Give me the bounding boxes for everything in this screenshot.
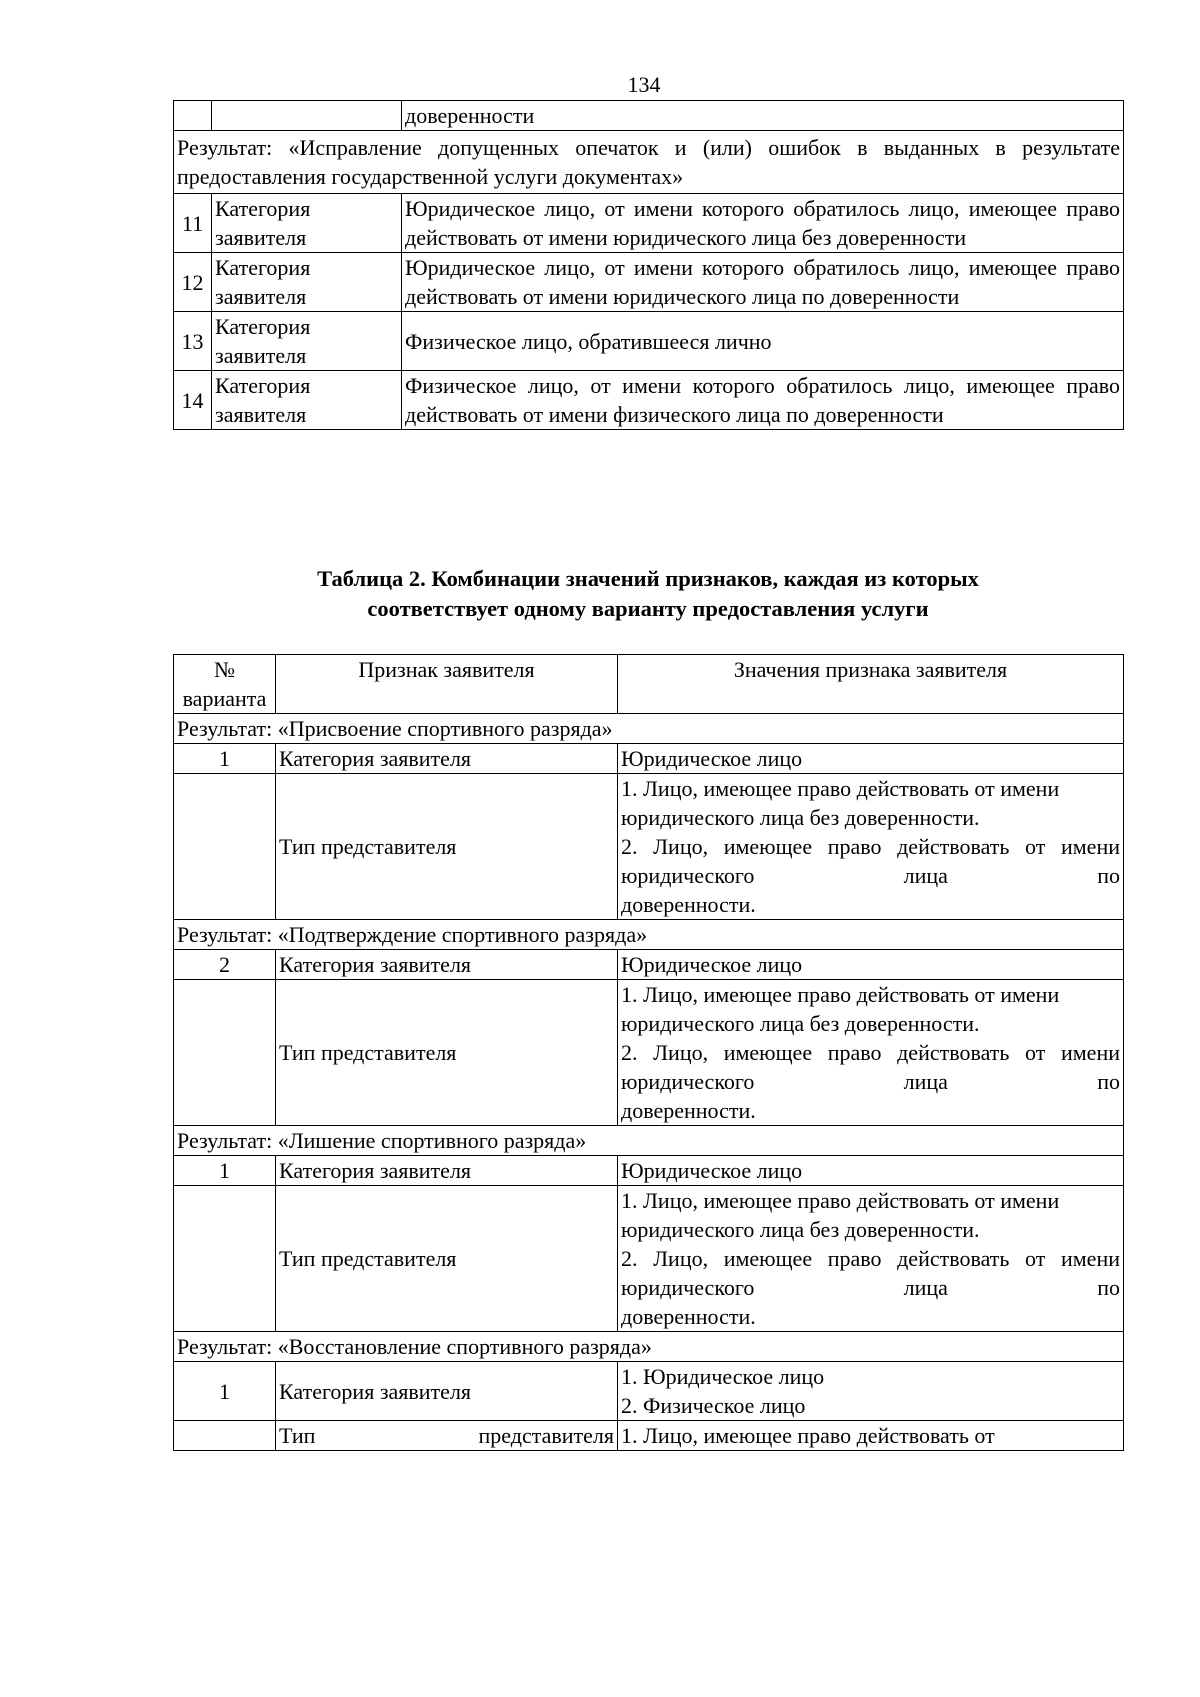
- empty-cell: [174, 1186, 276, 1332]
- variant-number: 1: [174, 1156, 276, 1186]
- category-label: Категория заявителя: [276, 950, 618, 980]
- result-header-row: [174, 1332, 1124, 1362]
- result-header-row: [174, 1126, 1124, 1156]
- representative-option-1: 1. Лицо, имеющее право действовать от имени юридического лица без доверенности.: [621, 776, 1060, 830]
- table-row: [174, 101, 1124, 131]
- header-row: [174, 655, 1124, 714]
- row-feature: Категория заявителя: [212, 371, 402, 430]
- category-value: [618, 1362, 1124, 1421]
- table-row: [174, 950, 1124, 980]
- representative-option-2: 2. Лицо, имеющее право действовать от имени юридического лица по: [621, 1040, 1120, 1094]
- representative-option-1: 1. Лицо, имеющее право действовать от имени юридического лица без доверенности.: [621, 1188, 1060, 1242]
- representative-option-2-end: доверенности.: [621, 1098, 756, 1123]
- representative-value: [618, 1186, 1124, 1332]
- variant-number: 1: [174, 744, 276, 774]
- variant-number: 2: [174, 950, 276, 980]
- representative-option-2: 2. Лицо, имеющее право действовать от имени юридического лица по: [621, 1246, 1120, 1300]
- table-cell-value: доверенности: [402, 101, 1124, 131]
- table-row: [174, 1186, 1124, 1332]
- row-value: Физическое лицо, от имени которого обратилось лицо, имеющее право действовать от имени физического лица по доверенности: [402, 371, 1124, 430]
- table-row: [174, 980, 1124, 1126]
- empty-cell: [174, 1421, 276, 1451]
- result-header-row: [174, 714, 1124, 744]
- page-number: 134: [627, 72, 661, 97]
- table-row: [174, 312, 1124, 371]
- result-header: Результат: «Восстановление спортивного разряда»: [174, 1332, 1124, 1362]
- variant-number: 1: [174, 1362, 276, 1421]
- row-value: Юридическое лицо, от имени которого обратилось лицо, имеющее право действовать от имени юридического лица без доверенности: [402, 194, 1124, 253]
- table-1-continuation: [173, 100, 1124, 430]
- representative-label: Тип представителя: [276, 1186, 618, 1332]
- category-label: Категория заявителя: [276, 1156, 618, 1186]
- row-number: 14: [174, 371, 212, 430]
- empty-cell: [174, 980, 276, 1126]
- category-label: Категория заявителя: [276, 744, 618, 774]
- table-cell-feature: [212, 101, 402, 131]
- category-option-1: 1. Юридическое лицо: [621, 1364, 825, 1389]
- result-header: Результат: «Исправление допущенных опечаток и (или) ошибок в выданных в результате предоставления государственной услуги документах»: [174, 131, 1124, 194]
- row-feature: Категория заявителя: [212, 312, 402, 371]
- table-row: [174, 194, 1124, 253]
- caption-line-2: соответствует одному варианту предоставления услуги: [367, 596, 929, 621]
- empty-cell: [174, 774, 276, 920]
- result-header: Результат: «Подтверждение спортивного разряда»: [174, 920, 1124, 950]
- representative-label: Тип представителя: [276, 980, 618, 1126]
- result-header: Результат: «Присвоение спортивного разряда»: [174, 714, 1124, 744]
- representative-label: Тип представителя: [276, 774, 618, 920]
- representative-option-1: 1. Лицо, имеющее право действовать от имени юридического лица без доверенности.: [621, 982, 1060, 1036]
- table-row: [174, 253, 1124, 312]
- representative-label-word-1: Тип: [279, 1423, 316, 1448]
- representative-option-2-end: доверенности.: [621, 1304, 756, 1329]
- table-row: [174, 371, 1124, 430]
- result-header-row: [174, 920, 1124, 950]
- table-row: [174, 1421, 1124, 1451]
- row-value: Физическое лицо, обратившееся лично: [402, 312, 1124, 371]
- table-row: [174, 1362, 1124, 1421]
- category-value: Юридическое лицо: [618, 950, 1124, 980]
- row-feature: Категория заявителя: [212, 194, 402, 253]
- row-number: 13: [174, 312, 212, 371]
- representative-option-2: 2. Лицо, имеющее право действовать от имени юридического лица по: [621, 834, 1120, 888]
- table-row: [174, 774, 1124, 920]
- representative-value: [618, 980, 1124, 1126]
- category-option-2: 2. Физическое лицо: [621, 1393, 806, 1418]
- category-label: Категория заявителя: [276, 1362, 618, 1421]
- row-number: 11: [174, 194, 212, 253]
- caption-line-1: Таблица 2. Комбинации значений признаков, каждая из которых: [317, 566, 979, 591]
- header-variant-number: № варианта: [174, 655, 276, 714]
- result-header-row: [174, 131, 1124, 194]
- table-2-caption: [173, 564, 1123, 624]
- representative-label-word-2: представителя: [478, 1423, 614, 1448]
- row-number: 12: [174, 253, 212, 312]
- row-value: Юридическое лицо, от имени которого обратилось лицо, имеющее право действовать от имени юридического лица по доверенности: [402, 253, 1124, 312]
- representative-value: [618, 774, 1124, 920]
- representative-value: 1. Лицо, имеющее право действовать от: [618, 1421, 1124, 1451]
- representative-label: [276, 1421, 618, 1451]
- category-value: Юридическое лицо: [618, 1156, 1124, 1186]
- category-value: Юридическое лицо: [618, 744, 1124, 774]
- header-values: Значения признака заявителя: [618, 655, 1124, 714]
- table-2: [173, 654, 1124, 1451]
- table-cell-num: [174, 101, 212, 131]
- header-feature: Признак заявителя: [276, 655, 618, 714]
- representative-option-2-end: доверенности.: [621, 892, 756, 917]
- row-feature: Категория заявителя: [212, 253, 402, 312]
- table-row: [174, 744, 1124, 774]
- table-row: [174, 1156, 1124, 1186]
- result-header: Результат: «Лишение спортивного разряда»: [174, 1126, 1124, 1156]
